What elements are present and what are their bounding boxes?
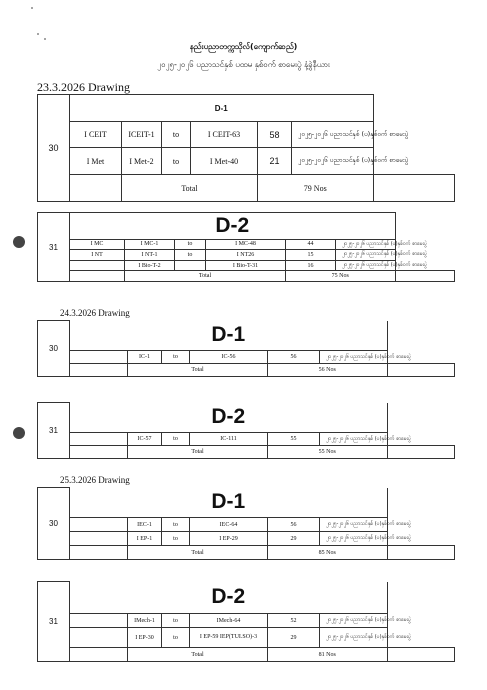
blank-cell <box>387 648 455 662</box>
range-start: I EP-30 <box>128 628 162 648</box>
range-end: IEC-64 <box>190 518 268 532</box>
to-cell: to <box>162 351 190 364</box>
count-cell: 44 <box>286 239 336 250</box>
institute-title: နည်းပညာတက္ကသိုလ်(ကျောက်ဆည်) <box>189 42 298 51</box>
class-cell <box>70 260 125 271</box>
class-cell <box>70 433 128 446</box>
blank-cell <box>373 175 455 202</box>
range-end: I MC-48 <box>206 239 286 250</box>
range-start: I MC-1 <box>125 239 175 250</box>
range-start: I Met-2 <box>122 148 162 175</box>
total-label: Total <box>128 648 268 662</box>
range-start: IEC-1 <box>128 518 162 532</box>
exam-note: ၂၀၂၅-၂၀၂၆ ပညာသင်နှစ် (ပ)နှစ်ဝက် စာမေးပွဲ <box>292 122 374 148</box>
total-label: Total <box>125 271 286 282</box>
room-label: D-1 <box>70 321 388 351</box>
exam-note: ၂၀၂၅-၂၀၂၆ ပညာသင်နှစ် (ပ)နှစ်ဝက် စာမေးပွဲ <box>320 351 388 364</box>
range-end: I EP-29 <box>190 532 268 546</box>
exam-note: ၂၀၂၅-၂၀၂၆ ပညာသင်နှစ် (ပ)နှစ်ဝက် စာမေးပွဲ <box>292 148 374 175</box>
room-table <box>37 581 455 662</box>
range-start: IMech-1 <box>128 614 162 628</box>
to-cell <box>175 260 206 271</box>
blank-cell <box>70 364 128 377</box>
range-start: IC-1 <box>128 351 162 364</box>
blank-cell <box>395 271 455 282</box>
exam-note: ၂၀၂၅-၂၀၂၆ ပညာသင်နှစ် (ပ)နှစ်ဝက် စာမေးပွဲ <box>320 614 388 628</box>
range-start: I EP-1 <box>128 532 162 546</box>
range-end: I Met-40 <box>191 148 258 175</box>
blank-cell <box>387 546 455 560</box>
to-cell: to <box>162 148 191 175</box>
class-cell <box>70 351 128 364</box>
blank-cell <box>70 175 122 202</box>
class-cell: I NT <box>70 250 125 261</box>
range-end: IC-56 <box>190 351 268 364</box>
class-cell <box>70 518 128 532</box>
to-cell: to <box>175 239 206 250</box>
room-table <box>37 212 455 282</box>
range-end: I Bio-T-31 <box>206 260 286 271</box>
punch-hole <box>13 427 25 439</box>
room-label: D-1 <box>70 488 388 518</box>
room-label: D-1 <box>70 95 374 122</box>
session-date: 24.3.2026 Drawing <box>60 308 130 318</box>
range-end: IMech-64 <box>190 614 268 628</box>
exam-note: ၂၀၂၅-၂၀၂၆ ပညာသင်နှစ် (ပ)နှစ်ဝက် စာမေးပွဲ <box>336 239 396 250</box>
room-table <box>37 94 455 202</box>
count-cell: 55 <box>268 433 320 446</box>
blank-cell <box>387 446 455 459</box>
to-cell: to <box>162 122 191 148</box>
exam-note: ၂၀၂၅-၂၀၂၆ ပညာသင်နှစ် (ပ)နှစ်ဝက် စာမေးပွဲ <box>336 250 396 261</box>
total-value: 75 Nos <box>286 271 396 282</box>
exam-note: ၂၀၂၅-၂၀၂၆ ပညာသင်နှစ် (ပ)နှစ်ဝက် စာမေးပွဲ <box>320 433 388 446</box>
blank-cell <box>70 271 125 282</box>
class-cell <box>70 532 128 546</box>
seat-number: 30 <box>38 321 70 377</box>
range-start: IC-57 <box>128 433 162 446</box>
room-label: D-2 <box>70 213 396 240</box>
blank-cell <box>70 546 128 560</box>
total-label: Total <box>128 364 268 377</box>
punch-hole <box>13 236 25 248</box>
speck <box>44 38 46 40</box>
range-end: I CEIT-63 <box>191 122 258 148</box>
range-start: ICEIT-1 <box>122 122 162 148</box>
count-cell: 52 <box>268 614 320 628</box>
room-table <box>37 402 455 459</box>
exam-note: ၂၀၂၅-၂၀၂၆ ပညာသင်နှစ် (ပ)နှစ်ဝက် စာမေးပွဲ <box>320 518 388 532</box>
count-cell: 29 <box>268 532 320 546</box>
document-title: ၂၀၂၅-၂၀၂၆ ပညာသင်နှစ် ပထမ နှစ်ဝက် စာမေးပွဲ နံ့ခွဲနီယား <box>157 60 330 69</box>
to-cell: to <box>162 628 190 648</box>
to-cell: to <box>175 250 206 261</box>
seat-number: 31 <box>38 403 70 459</box>
seat-number: 31 <box>38 213 70 282</box>
count-cell: 56 <box>268 518 320 532</box>
class-cell: I Met <box>70 148 122 175</box>
session-date: 23.3.2026 Drawing <box>37 80 130 94</box>
total-value: 81 Nos <box>268 648 388 662</box>
total-label: Total <box>128 446 268 459</box>
seat-number: 30 <box>38 95 70 202</box>
count-cell: 56 <box>268 351 320 364</box>
class-cell <box>70 628 128 648</box>
room-table <box>37 487 455 560</box>
blank-cell <box>387 364 455 377</box>
total-value: 79 Nos <box>258 175 374 202</box>
to-cell: to <box>162 518 190 532</box>
session-date: 25.3.2026 Drawing <box>60 475 130 485</box>
count-cell: 21 <box>258 148 292 175</box>
seat-number: 30 <box>38 488 70 560</box>
range-start: I NT-1 <box>125 250 175 261</box>
speck <box>31 7 33 9</box>
exam-note: ၂၀၂၅-၂၀၂၆ ပညာသင်နှစ် (ပ)နှစ်ဝက် စာမေးပွဲ <box>336 260 396 271</box>
count-cell: 58 <box>258 122 292 148</box>
blank-cell <box>70 446 128 459</box>
range-start: I Bio-T-2 <box>125 260 175 271</box>
count-cell: 15 <box>286 250 336 261</box>
exam-note: ၂၀၂၅-၂၀၂၆ ပညာသင်နှစ် (ပ)နှစ်ဝက် စာမေးပွဲ <box>320 532 388 546</box>
range-end: IC-111 <box>190 433 268 446</box>
range-end: I NT26 <box>206 250 286 261</box>
blank-cell <box>70 648 128 662</box>
room-table <box>37 320 455 377</box>
room-label: D-2 <box>70 582 388 614</box>
to-cell: to <box>162 614 190 628</box>
to-cell: to <box>162 532 190 546</box>
seat-number: 31 <box>38 582 70 662</box>
total-label: Total <box>122 175 258 202</box>
class-cell <box>70 614 128 628</box>
speck <box>37 33 39 35</box>
exam-note: ၂၀၂၅-၂၀၂၆ ပညာသင်နှစ် (ပ)နှစ်ဝက် စာမေးပွဲ <box>320 628 388 648</box>
total-label: Total <box>128 546 268 560</box>
to-cell: to <box>162 433 190 446</box>
class-cell: I CEIT <box>70 122 122 148</box>
class-cell: I MC <box>70 239 125 250</box>
count-cell: 16 <box>286 260 336 271</box>
count-cell: 29 <box>268 628 320 648</box>
total-value: 55 Nos <box>268 446 388 459</box>
range-end: I EP-59 IEP(TUI.SO)-3 <box>190 628 268 648</box>
total-value: 85 Nos <box>268 546 388 560</box>
total-value: 56 Nos <box>268 364 388 377</box>
room-label: D-2 <box>70 403 388 433</box>
